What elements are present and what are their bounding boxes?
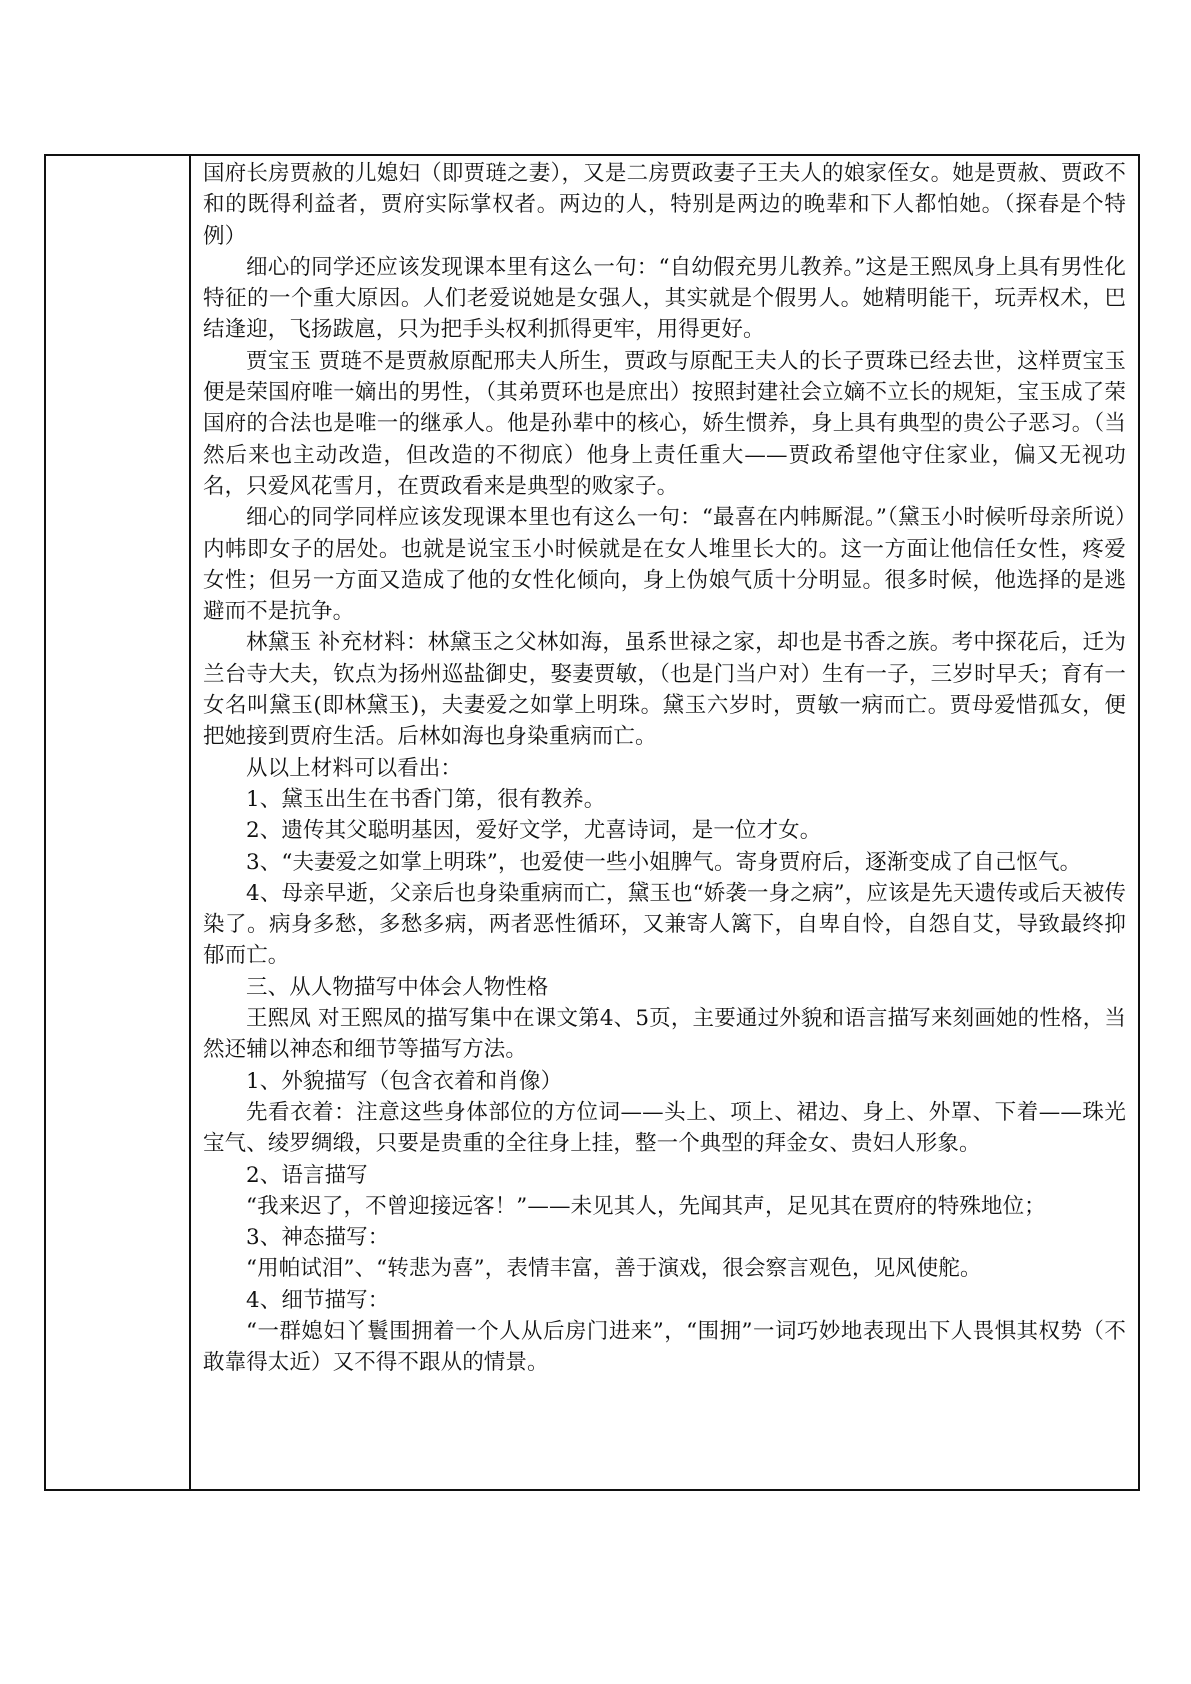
label-column-cell — [45, 155, 190, 1490]
paragraph-conclusion-intro: 从以上材料可以看出： — [246, 755, 463, 781]
list-item-3: 3、“夫妻爱之如掌上明珠”，也爱使一些小姐脾气。寄身贾府后，逐渐变成了自己怄气。 — [246, 849, 1082, 875]
paragraph-jia-baoyu: 贾宝玉 贾琏不是贾赦原配邢夫人所生，贾政与原配王夫人的长子贾珠已经去世，这样贾宝玉便是荣国府唯一嫡出的男性，（其弟贾环也是庶出）按照封建社会立嫡不立长的规矩，宝玉成了荣国府的合法也是唯一的继承人。他是孙辈中的核心，娇生惯养，身上具有典型的贵公子恶习。（当然后来也主动改造，但改造的不彻底）他身上责任重大——贾政希望他守住家业，偏又无视功名，只爱风花雪月，在贾政看来是典型的败家子。 — [203, 348, 1126, 499]
subheading-appearance: 1、外貌描写（包含衣着和肖像） — [246, 1068, 563, 1094]
paragraph-wang-xifeng-intro: 国府长房贾赦的儿媳妇（即贾琏之妻），又是二房贾政妻子王夫人的娘家侄女。她是贾赦、贾政不和的既得利益者，贾府实际掌权者。两边的人，特别是两边的晚辈和下人都怕她。（探春是个特例） — [203, 161, 1126, 249]
paragraph-inner-chambers: 细心的同学同样应该发现课本里也有这么一句：“最喜在内帏厮混。”（黛玉小时候听母亲所说）内帏即女子的居处。也就是说宝玉小时候就是在女人堆里长大的。这一方面让他信任女性，疼爱女性；但另一方面又造成了他的女性化倾向，身上伪娘气质十分明显。很多时候，他选择的是逃避而不是抗争。 — [203, 505, 1126, 625]
paragraph-male-upbringing: 细心的同学还应该发现课本里有这么一句：“自幼假充男儿教养。”这是王熙凤身上具有男性化特征的一个重大原因。人们老爱说她是女强人，其实就是个假男人。她精明能干，玩弄权术，巴结逢迎，飞扬跋扈，只为把手头权利抓得更牢，用得更好。 — [203, 254, 1126, 343]
subheading-language: 2、语言描写 — [246, 1162, 368, 1188]
content-column-cell — [190, 155, 1139, 1490]
subheading-expression: 3、神态描写： — [246, 1225, 390, 1251]
paragraph-clothing: 先看衣着：注意这些身体部位的方位词——头上、项上、裙边、身上、外罩、下着——珠光宝气、绫罗绸缎，只要是贵重的全往身上挂，整一个典型的拜金女、贵妇人形象。 — [203, 1099, 1126, 1157]
paragraph-detail: “一群媳妇丫鬟围拥着一个人从后房门进来”，“围拥”一词巧妙地表现出下人畏惧其权势（不敢靠得太近）又不得不跟从的情景。 — [203, 1318, 1126, 1376]
list-item-2: 2、遗传其父聪明基因，爱好文学，尤喜诗词，是一位才女。 — [246, 818, 822, 844]
paragraph-expression: “用帕试泪”、“转悲为喜”，表情丰富，善于演戏，很会察言观色，见风使舵。 — [246, 1256, 982, 1282]
list-item-1: 1、黛玉出生在书香门第，很有教养。 — [246, 786, 606, 812]
subheading-detail: 4、细节描写： — [246, 1287, 390, 1313]
table-row — [45, 155, 1139, 1490]
body-text — [203, 158, 1126, 1379]
document-table — [44, 154, 1140, 1491]
section-heading-3: 三、从人物描写中体会人物性格 — [246, 974, 549, 1000]
paragraph-language-quote: “我来迟了，不曾迎接远客！”——未见其人，先闻其声，足见其在贾府的特殊地位； — [246, 1193, 1046, 1219]
paragraph-wang-xifeng-description: 王熙凤 对王熙凤的描写集中在课文第4、5页，主要通过外貌和语言描写来刻画她的性格，当然还辅以神态和细节等描写方法。 — [203, 1006, 1126, 1063]
list-item-4: 4、母亲早逝，父亲后也身染重病而亡，黛玉也“娇袭一身之病”，应该是先天遗传或后天被传染了。病身多愁，多愁多病，两者恶性循环，又兼寄人篱下，自卑自怜，自怨自艾，导致最终抑郁而亡。 — [203, 880, 1126, 969]
paragraph-lin-daiyu: 林黛玉 补充材料：林黛玉之父林如海，虽系世禄之家，却也是书香之族。考中探花后，迁为兰台寺大夫，钦点为扬州巡盐御史，娶妻贾敏，（也是门当户对）生有一子，三岁时早夭；育有一女名叫黛玉(即林黛玉)，夫妻爱之如掌上明珠。黛玉六岁时，贾敏一病而亡。贾母爱惜孤女，便把她接到贾府生活。后林如海也身染重病而亡。 — [203, 630, 1126, 750]
